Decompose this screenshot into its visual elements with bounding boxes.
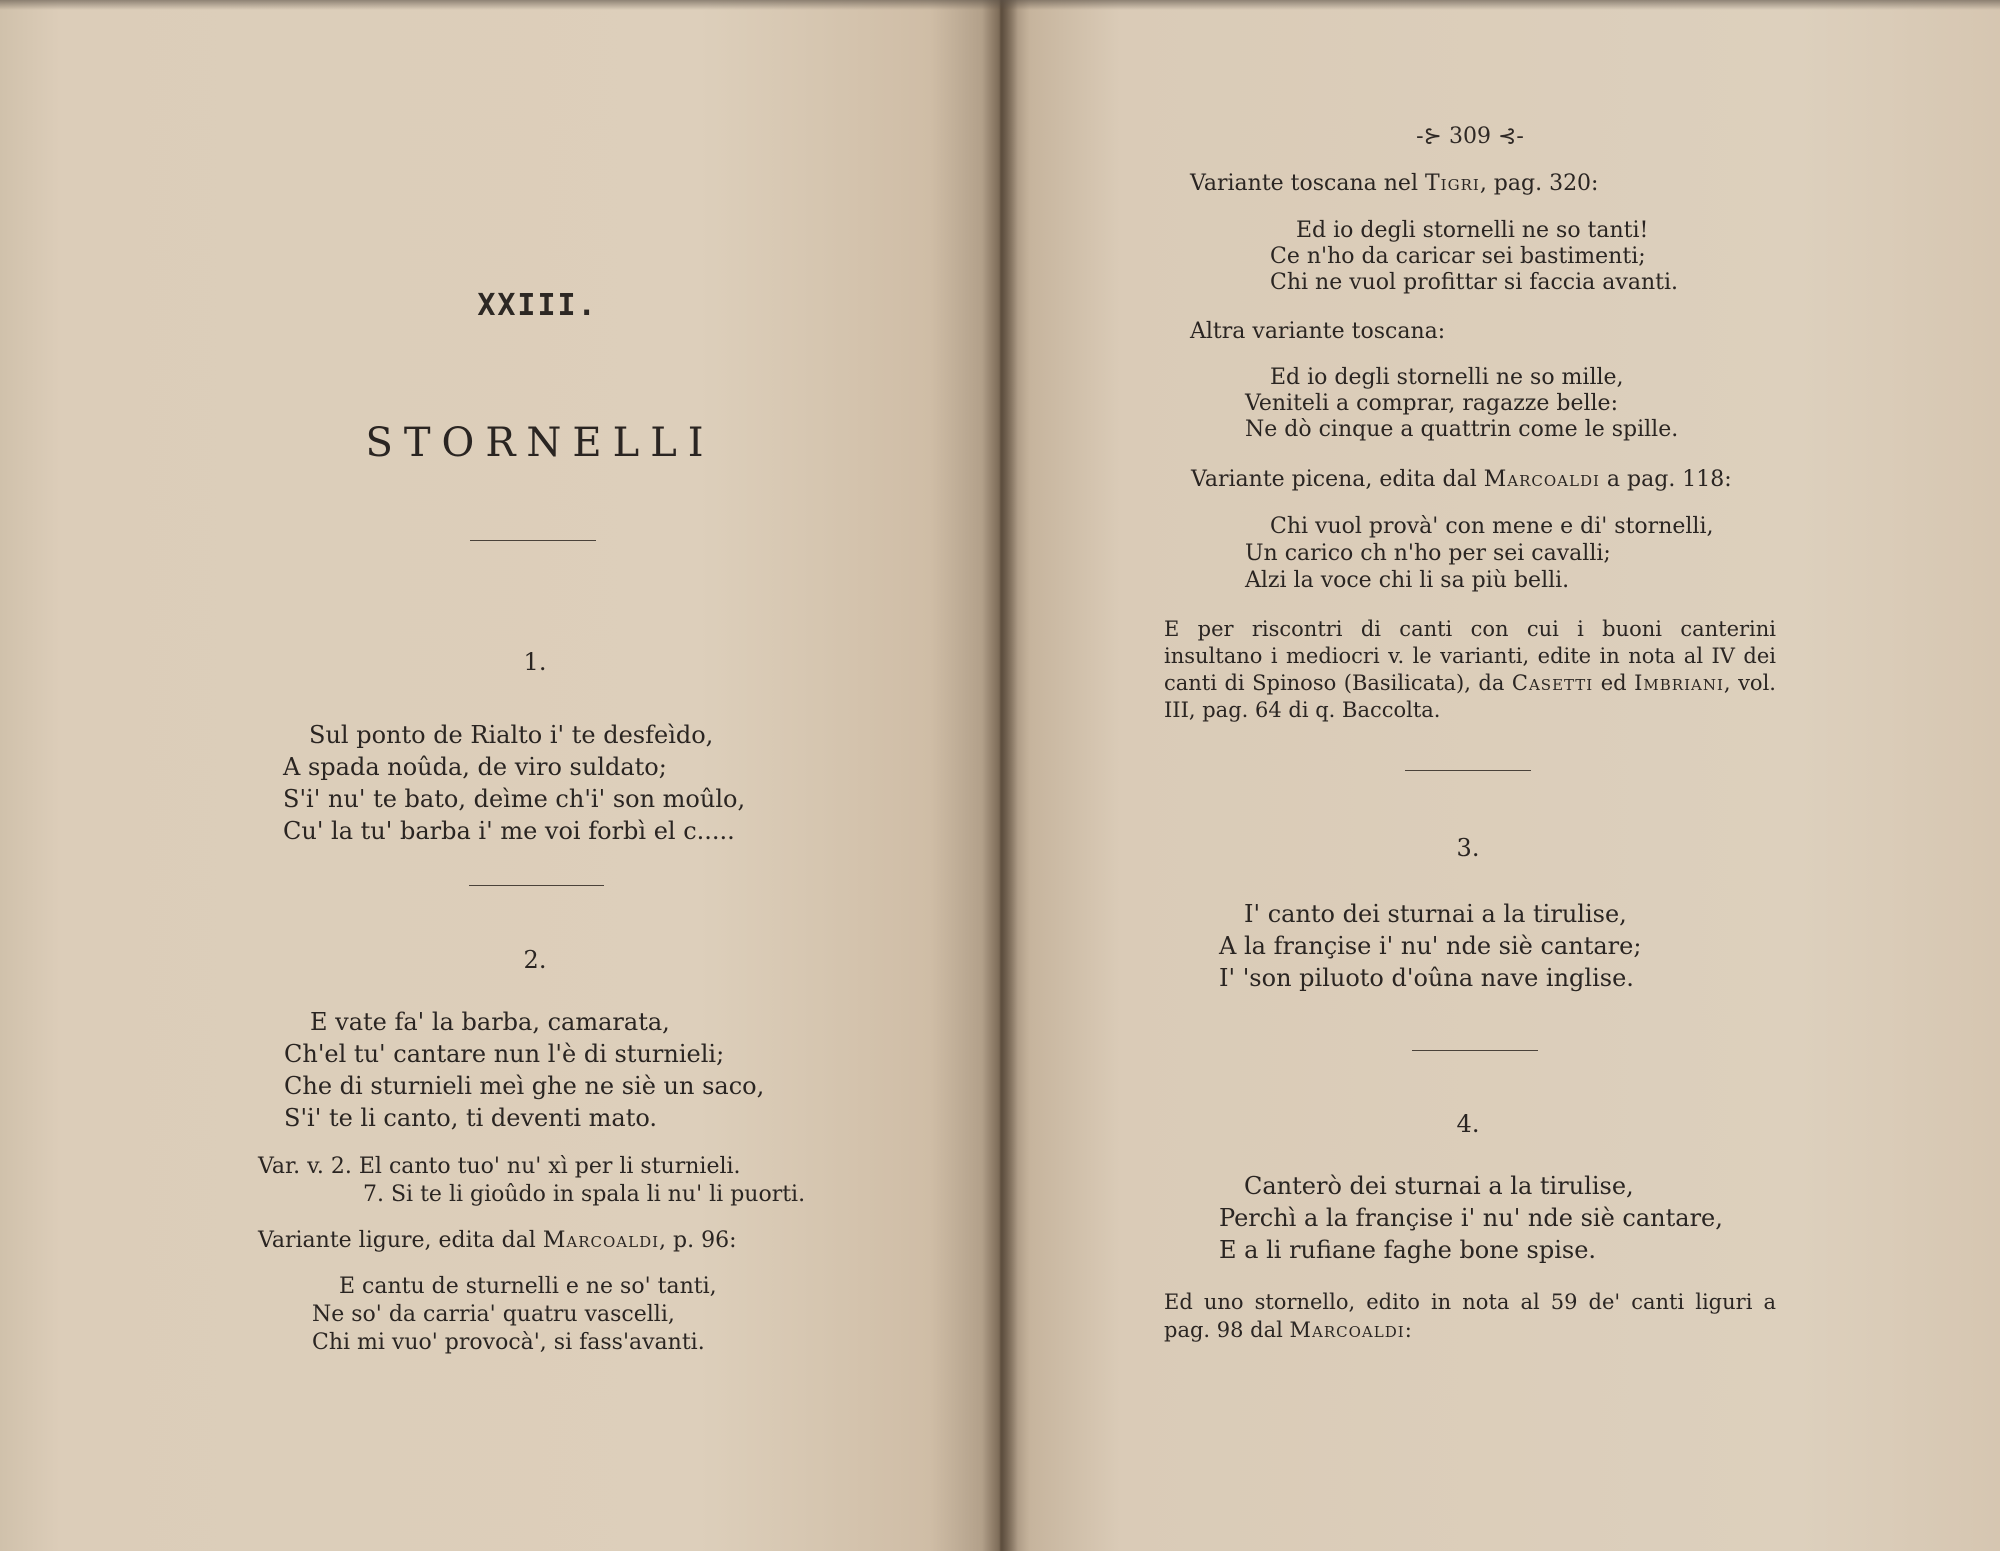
stornello-3-line-2: A la françise i' nu' nde siè cantare; — [1219, 932, 1642, 960]
stornello-3-number: 3. — [1456, 834, 1480, 862]
chapter-title: STORNELLI — [365, 420, 715, 466]
top-shadow — [0, 0, 2000, 10]
ligure-intro-text: Variante ligure, edita dal — [258, 1228, 536, 1253]
riscontri-author-1: Casetti — [1511, 671, 1594, 695]
variant-note-2: 7. Si te li gioûdo in spala li nu' li puorti. — [363, 1182, 806, 1207]
title-rule — [470, 540, 596, 541]
riscontri-text-c: , vol. III, pag. 64 di q. Baccolta. — [1164, 671, 1776, 722]
section-rule-4 — [1412, 1050, 1538, 1051]
ligure-line-1: E cantu de sturnelli e ne so' tanti, — [339, 1274, 717, 1299]
page-header — [1380, 124, 1560, 149]
stornello-2-line-4: S'i' te li canto, ti deventi mato. — [284, 1104, 658, 1132]
altra-line-1: Ed io degli stornelli ne so mille, — [1270, 365, 1624, 390]
picena-variant-intro — [1191, 464, 1732, 496]
riscontri-paragraph — [1164, 616, 1776, 724]
picena-line-3: Alzi la voce chi li sa più belli. — [1245, 568, 1570, 593]
stornello-4-line-3: E a li rufiane faghe bone spise. — [1219, 1236, 1597, 1264]
ligure-variant-intro — [258, 1226, 737, 1256]
stornello-4-number: 4. — [1456, 1110, 1480, 1138]
picena-line-2: Un carico ch n'ho per sei cavalli; — [1245, 541, 1611, 566]
stornello-1-line-1: Sul ponto de Rialto i' te desfeìdo, — [309, 721, 714, 749]
book-gutter — [982, 0, 1018, 1551]
tigri-intro-text: Variante toscana nel — [1190, 171, 1418, 196]
page-number: 309 — [1449, 124, 1491, 149]
tigri-ref: , pag. 320: — [1479, 171, 1599, 196]
tigri-line-3: Chi ne vuol profittar si faccia avanti. — [1270, 270, 1678, 295]
stornello-4-line-1: Canterò dei sturnai a la tirulise, — [1244, 1172, 1634, 1200]
riscontri-text-b: ed — [1600, 671, 1627, 695]
chapter-number: XXIII. — [477, 288, 598, 323]
stornello-2-number: 2. — [523, 946, 547, 974]
section-rule — [469, 885, 604, 886]
stornello-4-line-2: Perchì a la françise i' nu' nde siè cantare, — [1219, 1204, 1723, 1232]
stornello-2-line-3: Che di sturnieli meì ghe ne siè un saco, — [284, 1072, 765, 1100]
stornello-1-line-2: A spada noûda, de viro suldato; — [283, 753, 667, 781]
header-ornament-left: -⊱ — [1416, 124, 1442, 149]
tigri-author: Tigri — [1425, 171, 1480, 196]
section-rule-3 — [1405, 770, 1531, 771]
ligure-line-2: Ne so' da carria' quatru vascelli, — [312, 1302, 675, 1327]
tigri-variant-intro — [1190, 168, 1598, 200]
riscontri-text-a: E per riscontri di canti con cui i buoni canterini insultano i mediocri v. le varianti, edite in nota al IV dei canti di Spinoso (Basilicata), da — [1164, 617, 1776, 695]
final-paragraph — [1164, 1288, 1776, 1344]
stornello-1-number: 1. — [523, 648, 547, 676]
stornello-2-line-1: E vate fa' la barba, camarata, — [310, 1008, 670, 1036]
stornello-1-line-4: Cu' la tu' barba i' me voi forbì el c..... — [283, 817, 735, 845]
final-author: Marcoaldi — [1289, 1318, 1405, 1342]
ligure-line-3: Chi mi vuo' provocà', si fass'avanti. — [312, 1330, 705, 1355]
picena-intro-text: Variante picena, edita dal — [1191, 467, 1477, 492]
picena-ref: a pag. 118: — [1606, 467, 1732, 492]
final-text-b: : — [1404, 1318, 1412, 1342]
stornello-2-line-2: Ch'el tu' cantare nun l'è di sturnieli; — [284, 1040, 725, 1068]
altra-variant-intro: Altra variante toscana: — [1190, 319, 1446, 344]
ligure-ref: , p. 96: — [659, 1228, 737, 1253]
right-page — [1000, 0, 2000, 1551]
final-text-a: Ed uno stornello, edito in nota al 59 de' canti liguri a pag. 98 dal — [1164, 1290, 1776, 1342]
stornello-3-line-1: I' canto dei sturnai a la tirulise, — [1244, 900, 1627, 928]
riscontri-author-2: Imbriani — [1634, 671, 1724, 695]
ligure-author: Marcoaldi — [542, 1228, 660, 1253]
stornello-1-line-3: S'i' nu' te bato, deìme ch'i' son moûlo, — [283, 785, 746, 813]
altra-line-3: Ne dò cinque a quattrin come le spille. — [1245, 417, 1679, 442]
header-ornament-right: ⊰- — [1498, 124, 1524, 149]
stornello-3-line-3: I' 'son piluoto d'oûna nave inglise. — [1219, 964, 1634, 992]
tigri-line-2: Ce n'ho da caricar sei bastimenti; — [1270, 244, 1646, 269]
picena-line-1: Chi vuol provà' con mene e di' stornelli, — [1270, 514, 1714, 539]
picena-author: Marcoaldi — [1483, 467, 1600, 492]
tigri-line-1: Ed io degli stornelli ne so tanti! — [1296, 218, 1649, 243]
variant-note-1: Var. v. 2. El canto tuo' nu' xì per li sturnieli. — [258, 1154, 741, 1179]
altra-line-2: Veniteli a comprar, ragazze belle: — [1245, 391, 1618, 416]
